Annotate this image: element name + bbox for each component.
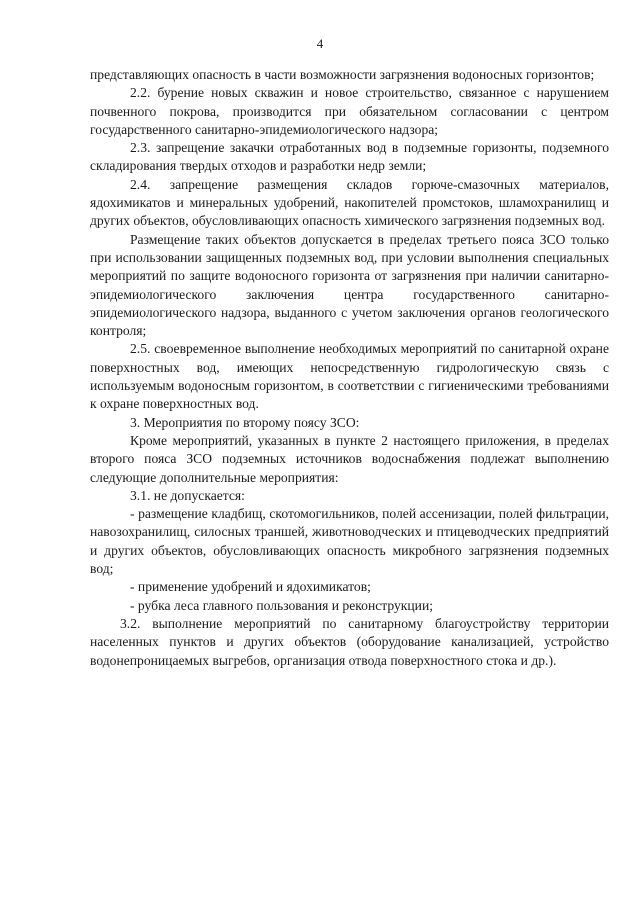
paragraph-placement: Размещение таких объектов допускается в пределах третьего пояса ЗСО только при использовании защищенных подземных вод, при условии выполнения специальных мероприятий по защите водоносного горизонта от загрязнения при наличии санитарно-эпидемиологического заключения центра государственного санитарно-эпидемиологического надзора, выданного с учетом заключения органов геологического контроля; <box>90 231 609 339</box>
paragraph-3-1: 3.1. не допускается: <box>130 487 245 503</box>
paragraph-3-1-item-3: - рубка леса главного пользования и реконструкции; <box>130 597 434 613</box>
paragraph-section-3-heading: 3. Мероприятия по второму поясу ЗСО: <box>130 414 360 430</box>
paragraph-2-3: 2.3. запрещение закачки отработанных вод в подземные горизонты, подземного складирования твердых отходов и разработки недр земли; <box>90 140 609 174</box>
paragraph-continuation: представляющих опасность в части возможности загрязнения водоносных горизонтов; <box>90 67 595 82</box>
paragraph-section-3-intro: Кроме мероприятий, указанных в пункте 2 настоящего приложения, в пределах второго пояса ЗСО подземных источников водоснабжения подлежат выполнению следующие дополнительные мероприятия: <box>90 432 609 485</box>
document-body <box>90 66 609 670</box>
page-number: 4 <box>316 36 324 51</box>
paragraph-2-5: 2.5. своевременное выполнение необходимых мероприятий по санитарной охране поверхностных вод, имеющих непосредственную гидрологическую связь с используемым водоносным горизонтом, в соответствии с гигиеническими требованиями к охране поверхностных вод. <box>90 341 609 412</box>
paragraph-2-2: 2.2. бурение новых скважин и новое строительство, связанное с нарушением почвенного покрова, производится при обязательном согласовании с центром государственного санитарно-эпидемиологического надзора; <box>90 85 609 137</box>
paragraph-3-1-item-1: - размещение кладбищ, скотомогильников, полей ассенизации, полей фильтрации, навозохранилищ, силосных траншей, животноводческих и птицеводческих предприятий и других объектов, обусловливающих опасность микробного загрязнения подземных вод; <box>90 506 609 577</box>
paragraph-3-2: 3.2. выполнение мероприятий по санитарному благоустройству территории населенных пунктов и других объектов (оборудование канализацией, устройство водонепроницаемых выгребов, организация отвода поверхностного стока и др.). <box>90 615 609 668</box>
paragraph-2-4: 2.4. запрещение размещения складов горюче-смазочных материалов, ядохимикатов и минеральных удобрений, накопителей промстоков, шламохранилищ и других объектов, обусловливающих опасность химического загрязнения подземных вод. <box>90 176 609 229</box>
paragraph-3-1-item-2: - применение удобрений и ядохимикатов; <box>130 579 371 595</box>
